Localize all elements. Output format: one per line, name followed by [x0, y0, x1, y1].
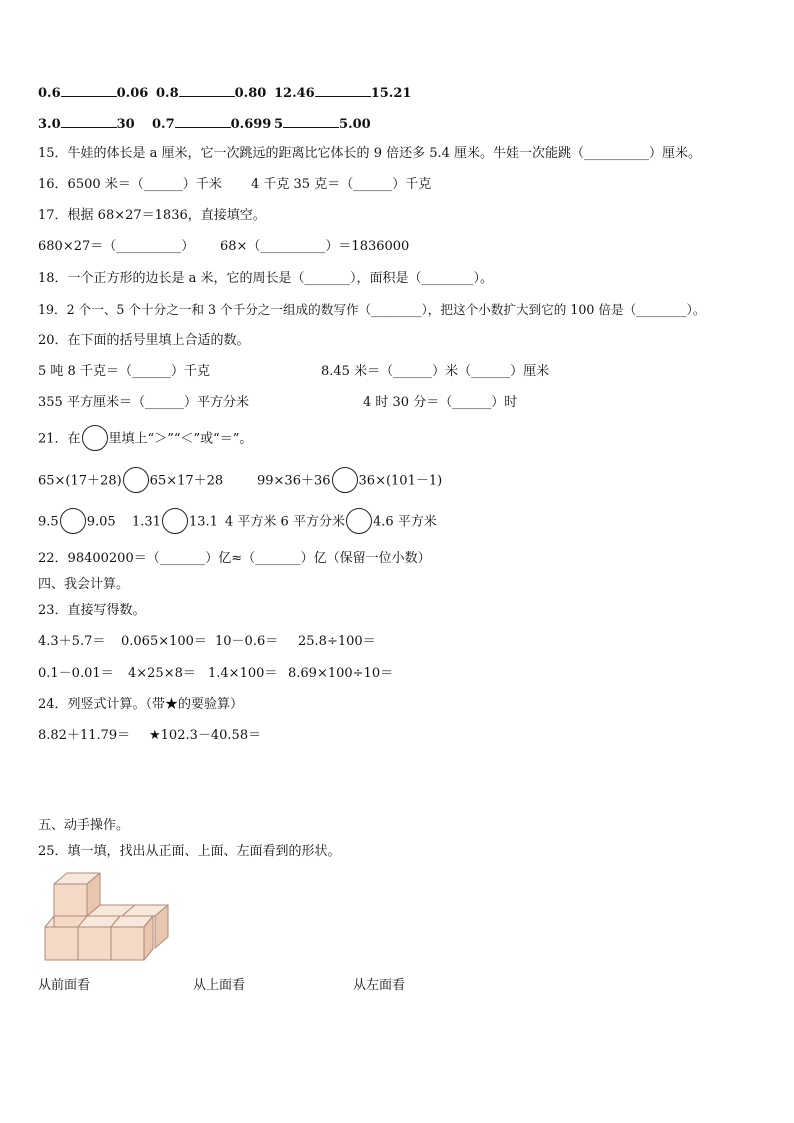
compare-left: 0.7	[152, 117, 175, 132]
q20-part-a: 5 吨 8 千克＝（______）千克	[38, 364, 210, 379]
q21-suffix: 里填上“＞”“＜”或“＝”。	[108, 431, 253, 447]
q20-part-d: 4 时 30 分＝（______）时	[363, 395, 518, 410]
section-5-title: 五、动手操作。	[38, 818, 130, 833]
compare-right: 4.6 平方米	[372, 514, 437, 530]
calc-item: 8.82＋11.79＝	[38, 728, 131, 743]
q21-prefix: 21．在	[38, 431, 81, 447]
question-25: 25．填一填，找出从正面、上面、左面看到的形状。	[38, 844, 341, 859]
cube-front	[111, 927, 144, 960]
compare-circle[interactable]	[346, 508, 372, 534]
question-19: 19．2 个一、5 个十分之一和 3 个千分之一组成的数写作（________），把这个小数扩大到它的 100 倍是（________）。	[38, 302, 706, 317]
compare-left: 0.6	[38, 86, 61, 101]
compare-right: 0.80	[234, 86, 267, 101]
calc-item: 0.065×100＝	[121, 634, 207, 649]
q16-part-a: 16．6500 米＝（______）千米	[38, 177, 222, 192]
compare-left: 12.46	[274, 86, 315, 101]
cube-front	[54, 884, 87, 916]
compare-left: 3.0	[38, 117, 61, 132]
compare-right: 36×(101－1)	[358, 473, 443, 489]
section-4-title: 四、我会计算。	[38, 577, 130, 592]
answer-blank[interactable]	[179, 84, 235, 97]
compare-right: 9.05	[86, 514, 116, 530]
question-21	[38, 426, 252, 453]
answer-blank[interactable]	[283, 115, 339, 128]
compare-left: 65×(17＋28)	[38, 473, 122, 489]
q17-part-b: 68×（__________）＝1836000	[220, 239, 410, 254]
compare-left: 0.8	[156, 86, 179, 101]
cube-front	[45, 927, 78, 960]
q17-part-a: 680×27＝（__________）	[38, 239, 195, 254]
answer-blank[interactable]	[61, 84, 117, 97]
question-18: 18．一个正方形的边长是 a 米，它的周长是（_______），面积是（________）。	[38, 271, 494, 286]
compare-left: 1.31	[132, 514, 161, 530]
compare-left: 9.5	[38, 514, 59, 530]
compare-circle[interactable]	[60, 508, 86, 534]
calc-item: 4×25×8＝	[128, 666, 196, 681]
q20-part-b: 8.45 米＝（______）米（______）厘米	[321, 364, 550, 379]
compare-left: 5	[274, 117, 284, 132]
calc-item: 10－0.6＝	[215, 634, 279, 649]
compare-circle[interactable]	[162, 508, 188, 534]
question-20: 20．在下面的括号里填上合适的数。	[38, 333, 250, 348]
q20-part-c: 355 平方厘米＝（______）平方分米	[38, 395, 249, 410]
question-24: 24．列竖式计算。（带★的要验算）	[38, 697, 244, 712]
compare-circle[interactable]	[123, 467, 149, 493]
answer-blank[interactable]	[175, 115, 231, 128]
cube-front	[78, 927, 111, 960]
question-22: 22．98400200＝（_______）亿≈（_______）亿（保留一位小数）	[38, 551, 431, 566]
calc-item: 8.69×100÷10＝	[288, 666, 394, 681]
calc-item: ★102.3－40.58＝	[149, 728, 262, 743]
front-view-label: 从前面看	[38, 978, 91, 993]
compare-right: 65×17＋28	[149, 473, 224, 489]
compare-left: 99×36＋36	[257, 473, 331, 489]
compare-right: 13.1	[188, 514, 218, 530]
compare-right: 0.06	[116, 86, 149, 101]
answer-blank[interactable]	[315, 84, 371, 97]
cube-stack-figure	[42, 872, 172, 964]
calc-item: 0.1－0.01＝	[38, 666, 114, 681]
compare-circle[interactable]	[332, 467, 358, 493]
calc-item: 4.3＋5.7＝	[38, 634, 106, 649]
calc-item: 1.4×100＝	[208, 666, 278, 681]
question-15: 15．牛娃的体长是 a 厘米，它一次跳远的距离比它体长的 9 倍还多 5.4 厘米。牛娃一次能跳（__________）厘米。	[38, 146, 702, 161]
question-17: 17．根据 68×27＝1836，直接填空。	[38, 208, 266, 223]
compare-right: 0.699	[230, 117, 272, 132]
circle-icon	[82, 425, 108, 451]
compare-right: 30	[116, 117, 135, 132]
compare-left: 4 平方米 6 平方分米	[225, 514, 345, 530]
compare-right: 5.00	[339, 117, 371, 132]
answer-blank[interactable]	[61, 115, 117, 128]
calc-item: 25.8÷100＝	[298, 634, 376, 649]
question-23: 23．直接写得数。	[38, 603, 146, 618]
q16-part-b: 4 千克 35 克＝（______）千克	[251, 177, 432, 192]
left-view-label: 从左面看	[353, 978, 406, 993]
top-view-label: 从上面看	[193, 978, 246, 993]
compare-right: 15.21	[370, 86, 412, 101]
